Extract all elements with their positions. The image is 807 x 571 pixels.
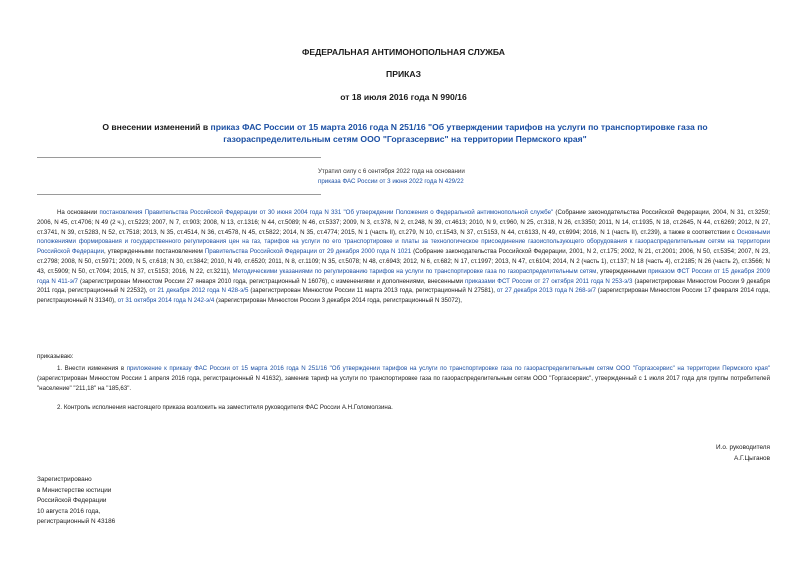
preamble-link-5[interactable]: приказом ФСТ России от 15 декабря 2009 года N 411-э/7 (37, 267, 770, 285)
preamble-text: , утвержденными постановлением (104, 248, 205, 256)
preamble-text: (зарегистрирован Минюстом России 11 марта 2013 года, регистрационный N 27581), (248, 287, 497, 295)
registration-line: 10 августа 2016 года, (37, 507, 101, 515)
preamble-link-8[interactable]: от 27 декабря 2013 года N 268-э/7 (496, 287, 596, 295)
preamble-text: На основании (57, 209, 100, 216)
signature-block (570, 443, 770, 464)
preamble-paragraph (37, 208, 770, 306)
preamble-link-6[interactable]: приказами ФСТ России от 27 октября 2011 года N 253-э/3 (465, 277, 633, 285)
agency-name: ФЕДЕРАЛЬНАЯ АНТИМОНОПОЛЬНАЯ СЛУЖБА (302, 47, 505, 57)
registration-line: в Министерстве юстиции (37, 486, 112, 494)
doc-type: ПРИКАЗ (386, 69, 421, 79)
preamble-link-1[interactable]: постановления Правительства Российской Федерации от 30 июня 2004 года N 331 "Об утверждении Положения о Федеральной антимонопольной службе" (99, 209, 554, 216)
registration-line: Российской Федерации (37, 497, 107, 504)
preamble-link-7[interactable]: от 21 декабря 2012 года N 428-э/5 (149, 287, 249, 295)
title-prefix: О внесении изменений в (102, 122, 211, 132)
doc-title (95, 121, 715, 145)
item-1 (37, 364, 770, 393)
registration-block (37, 475, 237, 528)
preamble-text: (зарегистрирован Минюстом России 9 декабря 2011 года, регистрационный N 22532), (37, 277, 770, 295)
preamble-text: (Собрание законодательства Российской Федерации, 2004, N 31, ст.3259; 2006, N 45, ст.4706; N 49 (2 ч.), ст.5223; 2007, N 7, ст.903; 2008, N 13, ст.1316; N 44, ст.5089; N 46, ст.5337; 2009, N 3, ст.378, N 2, ст.248, N 39, ст.4613; 2010, N 9, ст.960, N 25, ст.318, N 26, ст.3350; 2011, N 14, ст.1935, N 18, ст.2645, N 44, ст.6269; 2012, N 27, ст.3741, N 39, ст.5283, N 52, ст.7518; 2013, N 35, ст.4514, N 36, ст.4578, N 45, ст.5822; 2014, N 35, ст.4774; 2015, N 1 (часть II), ст.279, N 10, ст.1543, N 37, ст.5153, N 44, ст.6133, N 49, ст.6994; 2016, N 1 (часть II), ст.239), а также в соответствии с (37, 209, 770, 236)
top-divider (37, 157, 321, 158)
order-word: приказываю: (37, 353, 74, 360)
signatory-role: И.о. руководителя (716, 444, 770, 451)
item-2: 2. Контроль исполнения настоящего приказа возложить на заместителя руководителя ФАС России А.Н.Голомолзина. (57, 404, 393, 411)
item-1-link[interactable]: приложение к приказу ФАС России от 15 марта 2016 года N 251/16 "Об утверждении тарифов на услуги по транспортировке газа по газораспределительным сетям ООО "Горгазсервис" на территории Пермского края" (126, 365, 771, 372)
preamble-link-2[interactable]: Основными положениями формирования и государственного регулирования цен на газ, тарифов на услуги по его транспортировке и платы за технологическое присоединение газоиспользующего оборудования к газораспределительным сетям на территории Российской Федерации (37, 228, 770, 256)
item-1-text: (зарегистрирован Минюстом России 1 апреля 2016 года, регистрационный N 41632), заменив тариф на услуги по транспортировке газа по газораспределительным сетям ООО "Горгазсервис", утвержденный с 1 июля 2017 года для группы потребителей "население" "211,18" на "185,63". (37, 374, 770, 392)
revocation-note (318, 167, 618, 187)
signatory-name: А.Г.Цыганов (733, 454, 770, 462)
preamble-text: (зарегистрирован Минюстом России 3 декабря 2014 года, регистрационный N 35072), (214, 297, 462, 305)
bottom-divider (37, 194, 321, 195)
preamble-text: (зарегистрирован Минюстом России 17 февраля 2014 года, регистрационный N 31340), (37, 287, 771, 305)
registration-line: регистрационный N 43186 (37, 518, 116, 525)
preamble-text: (зарегистрирован Минюстом России 27 января 2010 года, регистрационный N 16076), с изменениями и дополнениями, внесенными (77, 277, 466, 285)
preamble-text: , утвержденными (596, 267, 649, 275)
doc-date-number: от 18 июля 2016 года N 990/16 (340, 92, 467, 102)
revocation-link[interactable]: приказа ФАС России от 3 июня 2022 года N 429/22 (318, 178, 464, 185)
item-1-text: 1. Внести изменения в (57, 365, 127, 372)
title-link[interactable]: приказ ФАС России от 15 марта 2016 года N 251/16 "Об утверждении тарифов на услуги по транспортировке газа по газораспределительным сетям ООО "Горгазсервис" на территории Пермского края" (210, 122, 708, 144)
preamble-link-4[interactable]: Методическими указаниями по регулированию тарифов на услуги по транспортировке газа по газораспределительным сетям (232, 267, 597, 275)
revocation-text: Утратил силу с 6 сентября 2022 года на основании (318, 168, 465, 175)
preamble-text: (Собрание законодательства Российской Федерации, 2001, N 2, ст.175; 2002, N 21, ст.2001; 2006, N 50, ст.5354; 2007, N 23, ст.2798; 2008, N 50, ст.5971; 2009, N 5, ст.618; N 30, ст.3842; 2010, N 49, ст.6520; 2011, N 8, ст.1109; N 35, ст.5078; N 48, ст.6943; 2012, N 6, ст.682; N 17, ст.1997; 2013, N 47, ст.6104; 2014, N 2 (часть 1), ст.137; N 18 (часть 4), ст.2185; N 26 (часть 2), ст.3566; N 43, ст.5909; N 50, ст.7094; 2015, N 37, ст.5153; 2016, N 22, ст.3211), (37, 248, 770, 275)
preamble-link-9[interactable]: от 31 октября 2014 года N 242-э/4 (117, 297, 215, 305)
registration-line: Зарегистрировано (37, 476, 92, 483)
preamble-link-3[interactable]: Правительства Российской Федерации от 29 декабря 2000 года N 1021 (204, 248, 412, 256)
